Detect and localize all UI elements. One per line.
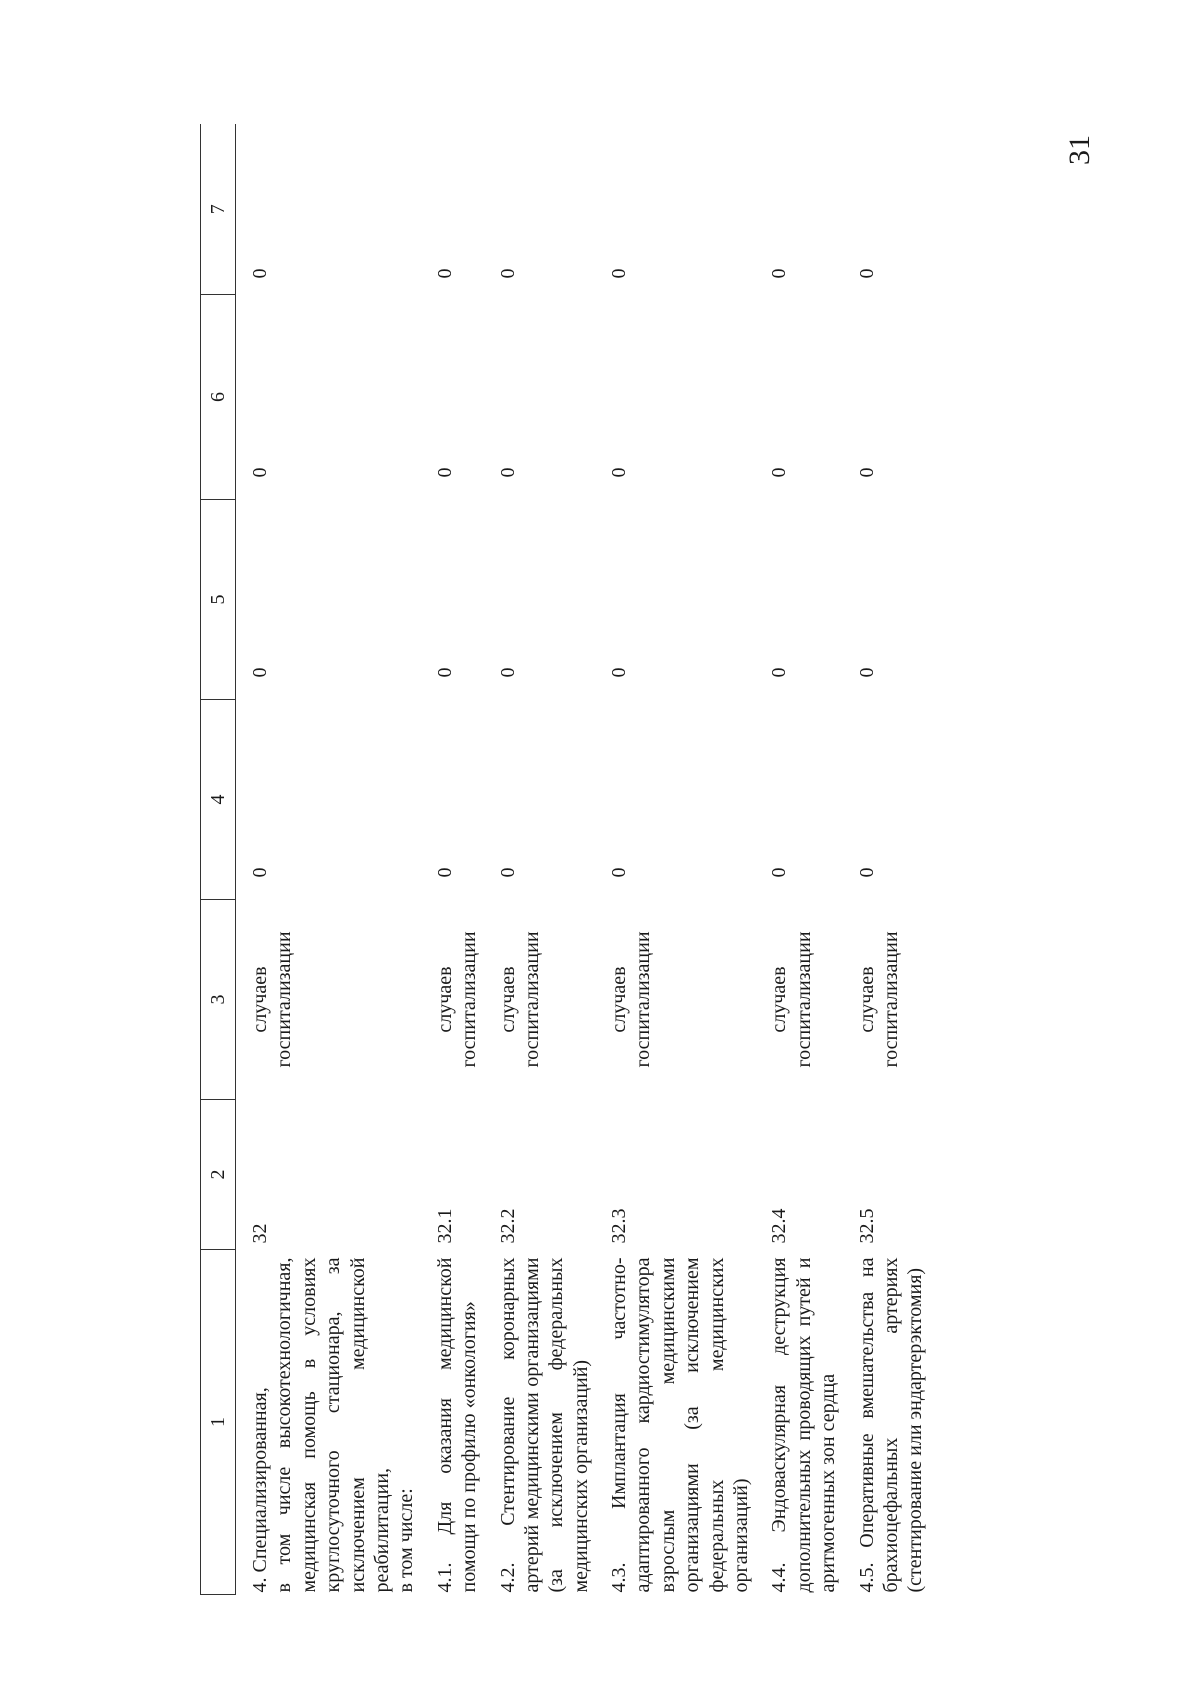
column-header-1: 1	[201, 1250, 236, 1595]
table-row	[607, 125, 767, 1595]
row-code: 32	[249, 1223, 271, 1244]
column-header-4: 4	[201, 700, 236, 900]
table-row	[855, 125, 942, 1595]
row-value-6: 0	[608, 467, 631, 478]
row-value-6: 0	[496, 467, 519, 478]
row-value-4: 0	[249, 867, 271, 878]
row-value-6: 0	[249, 467, 271, 478]
row-name-line: в том числе высокотехнологичная, медицинская помощь в условиях круглосуточного стационара, за исключением медицинской реабилитации,	[273, 1257, 393, 1593]
row-value-4: 0	[608, 867, 631, 878]
column-header-7: 7	[201, 125, 236, 295]
row-code: 32.1	[433, 1208, 456, 1244]
row-value-5: 0	[608, 667, 631, 678]
row-name	[767, 1250, 854, 1595]
row-unit: случаев госпитализации	[608, 931, 655, 1068]
column-header-5: 5	[201, 500, 236, 700]
row-value-5: 0	[496, 667, 519, 678]
row-value-4: 0	[855, 867, 878, 878]
row-value-4: 0	[768, 867, 791, 878]
row-value-4: 0	[496, 867, 519, 878]
row-value-6: 0	[768, 467, 791, 478]
row-value-7: 0	[249, 268, 271, 279]
row-value-7: 0	[855, 268, 878, 279]
row-value-7: 0	[608, 268, 631, 279]
data-table	[200, 125, 942, 1596]
row-value-5: 0	[433, 667, 456, 678]
row-code: 32.2	[496, 1208, 519, 1244]
row-name-line: 4.1. Для оказания медицинской помощи по профилю «онкология»	[433, 1257, 481, 1593]
row-name	[496, 1250, 608, 1595]
row-name-line: 4.5. Оперативные вмешательства на брахиоцефальных артериях (стентирование или эндартерэктомия)	[855, 1257, 927, 1593]
column-header-2: 2	[201, 1100, 236, 1250]
row-name-line: в том числе:	[395, 1488, 418, 1593]
row-value-5: 0	[855, 667, 878, 678]
row-value-5: 0	[249, 667, 271, 678]
row-name	[855, 1250, 942, 1595]
row-unit: случаев госпитализации	[855, 931, 902, 1068]
row-code: 32.4	[768, 1208, 791, 1244]
row-code: 32.3	[608, 1208, 631, 1244]
row-name-line: 4. Специализированная,	[249, 1387, 271, 1593]
row-value-7: 0	[496, 268, 519, 279]
row-name	[607, 1250, 767, 1595]
table-container	[200, 125, 990, 1595]
row-unit: случаев госпитализации	[433, 931, 481, 1068]
row-value-5: 0	[768, 667, 791, 678]
row-value-6: 0	[433, 467, 456, 478]
column-header-6: 6	[201, 295, 236, 500]
row-name-line: 4.2. Стентирование коронарных артерий медицинскими организациями (за исключением федеральных медицинских организаций)	[496, 1257, 592, 1593]
row-unit: случаев госпитализации	[768, 931, 815, 1068]
table-row	[767, 125, 854, 1595]
row-value-7: 0	[768, 268, 791, 279]
row-value-7: 0	[433, 268, 456, 279]
row-value-4: 0	[433, 867, 456, 878]
table-row	[236, 125, 433, 1595]
table-row	[496, 125, 608, 1595]
page-number: 31	[1063, 135, 1096, 165]
row-unit: случаев госпитализации	[496, 931, 543, 1068]
header-row	[201, 125, 236, 1595]
row-name-line: 4.4. Эндоваскулярная деструкция дополнительных проводящих путей и аритмогенных зон сердца	[768, 1257, 840, 1593]
column-header-3: 3	[201, 900, 236, 1100]
row-unit: случаев госпитализации	[249, 931, 296, 1068]
row-code: 32.5	[855, 1208, 878, 1244]
table-row	[433, 125, 496, 1595]
row-name	[433, 1250, 496, 1595]
row-name-line: 4.3. Имплантация частотно-адаптированного кардиостимулятора взрослым медицинскими организациями (за исключением федеральных медицинских организаций)	[608, 1257, 753, 1593]
row-name	[236, 1250, 433, 1595]
row-value-6: 0	[855, 467, 878, 478]
